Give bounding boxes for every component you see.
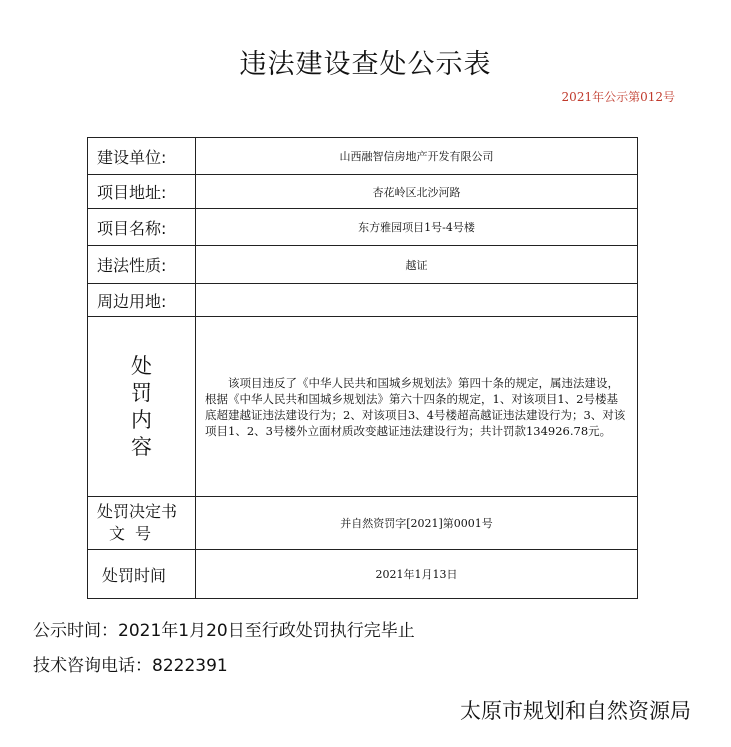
penalty-label-char: 罚 — [131, 380, 152, 405]
penalty-content: 该项目违反了《中华人民共和国城乡规划法》第四十条的规定，属违法建设，根据《中华人民共和国城乡规划法》第六十四条的规定，1、对该项目1、2号楼基底超建越证违法建设行为；2、对该项目3、4号楼超高越证违法建设行为；3、对该项目1、2、3号楼外立面材质改变越证违法建设行为；共计罚款134926.78元。 — [205, 375, 626, 438]
penalty-cell — [196, 317, 638, 497]
project-label: 项目名称: — [88, 209, 196, 246]
penalty-label-char: 处 — [131, 353, 152, 378]
penalty-label-char: 容 — [131, 434, 152, 459]
surround-value — [196, 284, 638, 317]
table-row — [88, 284, 638, 317]
decision-label — [88, 497, 196, 550]
publicity-period: 公示时间：2021年1月20日至行政处罚执行完毕止 — [33, 621, 415, 641]
decision-label-line2: 文号 — [109, 524, 162, 543]
penalty-label — [88, 317, 196, 497]
table-row — [88, 138, 638, 175]
table-row — [88, 209, 638, 246]
penalty-label-char: 内 — [131, 407, 152, 432]
consult-phone: 技术咨询电话：8222391 — [33, 656, 228, 676]
unit-label: 建设单位: — [88, 138, 196, 175]
unit-value: 山西融智信房地产开发有限公司 — [196, 138, 638, 175]
time-label: 处罚时间 — [88, 550, 196, 599]
nature-label: 违法性质: — [88, 246, 196, 284]
issuing-authority: 太原市规划和自然资源局 — [460, 699, 691, 723]
address-value: 杏花岭区北沙河路 — [196, 175, 638, 209]
table-row — [88, 497, 638, 550]
page-title: 违法建设查处公示表 — [239, 49, 492, 80]
surround-label: 周边用地: — [88, 284, 196, 317]
table-row — [88, 246, 638, 284]
time-value: 2021年1月13日 — [196, 550, 638, 599]
decision-label-line1: 处罚决定书 — [97, 502, 178, 521]
table-row — [88, 550, 638, 599]
table-row — [88, 175, 638, 209]
table-row — [88, 317, 638, 497]
decision-value: 并自然资罚字[2021]第0001号 — [196, 497, 638, 550]
notice-number: 2021年公示第012号 — [561, 90, 675, 104]
address-label: 项目地址: — [88, 175, 196, 209]
project-value: 东方雅园项目1号-4号楼 — [196, 209, 638, 246]
nature-value: 越证 — [196, 246, 638, 284]
violation-table — [87, 137, 638, 599]
